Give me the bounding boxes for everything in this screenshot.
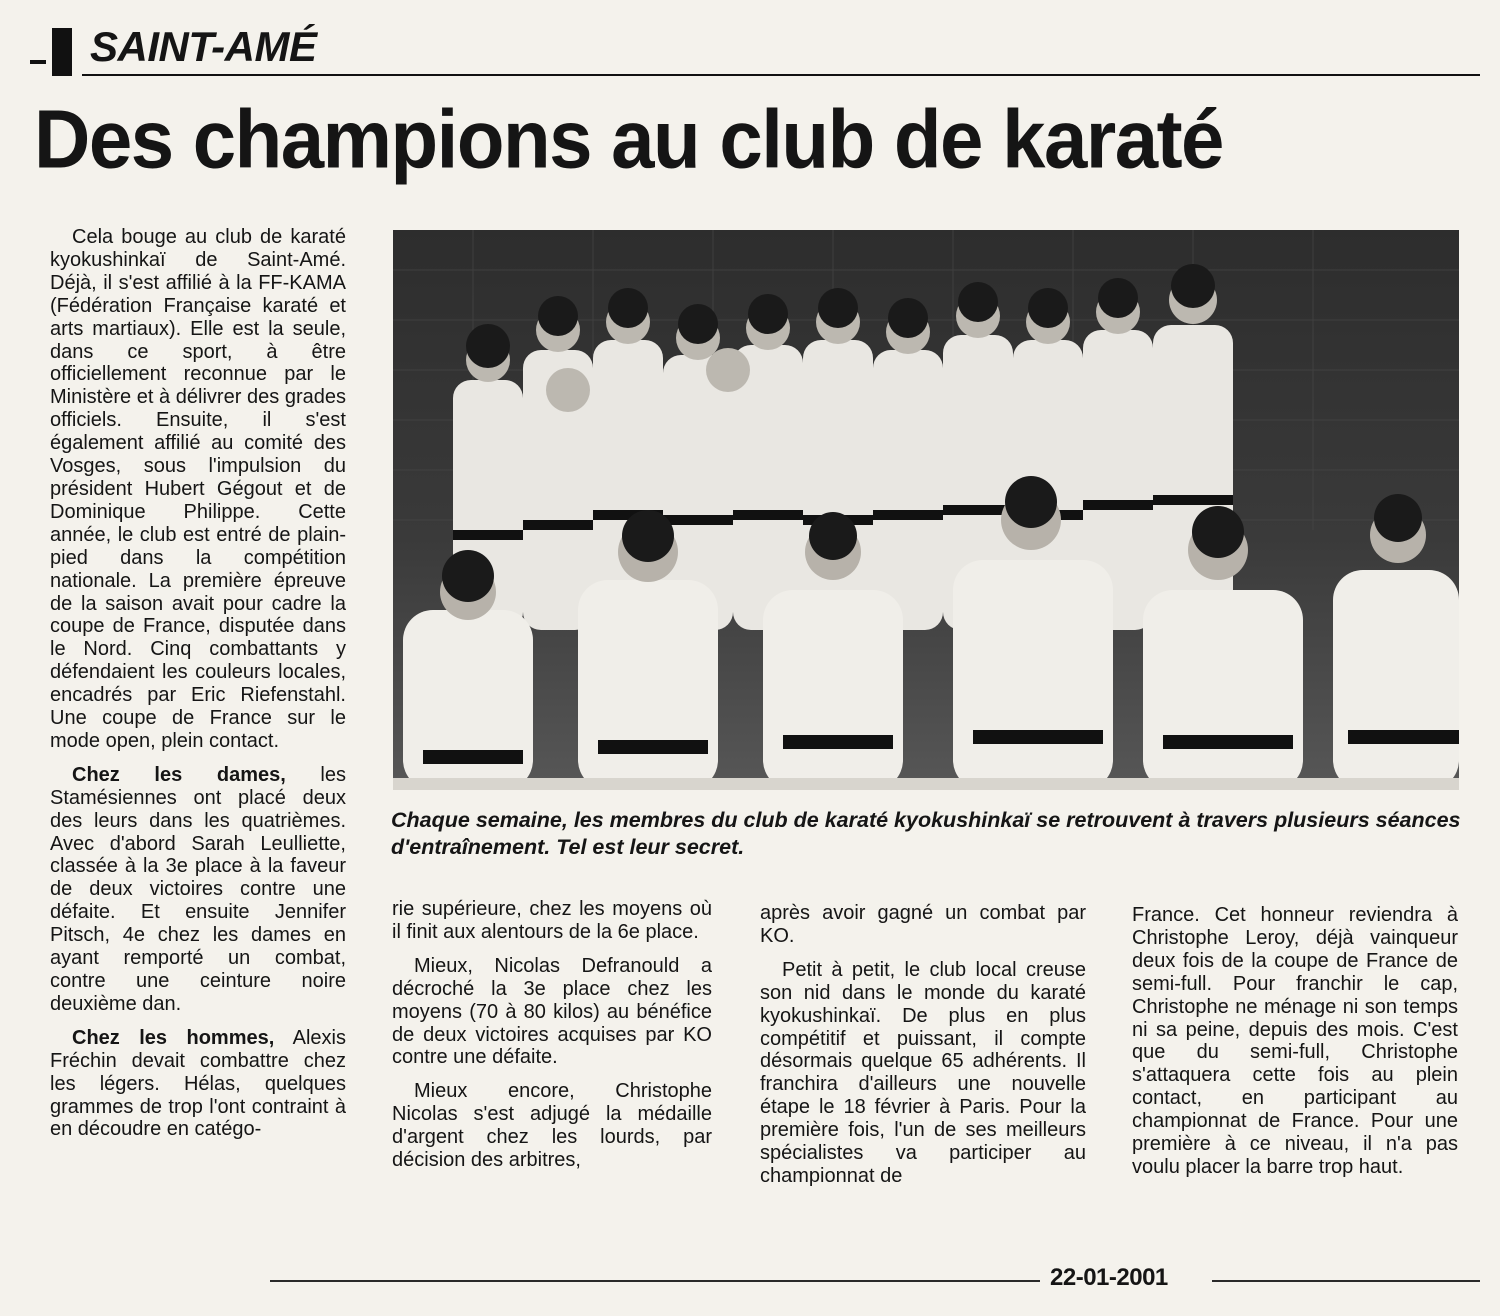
article-column-4: [1132, 904, 1458, 1179]
publication-date: 22-01-2001: [1050, 1264, 1168, 1291]
section-header: [30, 18, 1480, 78]
headline: Des champions au club de karaté: [34, 92, 1223, 186]
footer-rule-left: [270, 1280, 1040, 1282]
article-paragraph: Petit à petit, le club local creuse son nid dans le monde du karaté kyokushinkaï. De plus en plus compétitif et puissant, il compte désormais quelque 65 adhérents. Il franchira d'ailleurs une nouvelle étape le 18 février à Paris. Pour la première fois, l'un de ses meilleurs spécialistes va participer au championnat de: [760, 958, 1086, 1187]
article-column-1: [50, 226, 346, 1141]
article-column-3: [760, 902, 1086, 1188]
photo-caption: Chaque semaine, les membres du club de karaté kyokushinkaï se retrouvent à travers plusieurs séances d'entraînement. Tel est leur secret.: [391, 808, 1461, 859]
section-marker: [52, 28, 72, 76]
team-photo: [393, 230, 1459, 790]
article-paragraph: Chez les hommes, Alexis Fréchin devait combattre chez les légers. Hélas, quelques grammes de trop l'ont contraint à en découdre en catégo-: [50, 1026, 346, 1141]
article-paragraph: Chez les dames, les Stamésiennes ont placé deux des leurs dans les quatrièmes. Avec d'abord Sarah Leulliette, classée à la 3e place à la faveur de deux victoires contre une défaite. Et ensuite Jennifer Pitsch, 4e chez les dames en ayant remporté un combat, contre une ceinture noire deuxième dan.: [50, 763, 347, 1015]
team-photo-illustration: [393, 230, 1459, 790]
article-paragraph: Cela bouge au club de karaté kyokushinkaï de Saint-Amé. Déjà, il s'est affilié à la FF-KAMA (Fédération Française karaté et arts martiaux). Elle est la seule, dans ce sport, à être officiellement reconnue par le Ministère et à délivrer des grades officiels. Ensuite, il s'est également affilié au comité des Vosges, sous l'impulsion du président Hubert Gégout et de Dominique Philippe. Cette année, le club est entré de plain-pied dans la compétition nationale. La première épreuve de la saison avait pour cadre la coupe de France, disputée dans le Nord. Cinq combattants y défendaient les couleurs locales, encadrés par Eric Riefenstahl. Une coupe de France sur le mode open, plein contact.: [50, 226, 346, 752]
article-paragraph: Mieux encore, Christophe Nicolas s'est adjugé la médaille d'argent chez les lourds, par décision des arbitres,: [392, 1080, 712, 1172]
section-rule: [82, 74, 1480, 76]
section-dash: [30, 60, 46, 64]
article-paragraph: France. Cet honneur reviendra à Christophe Leroy, déjà vainqueur deux fois de la coupe de France de semi-full. Pour franchir le cap, Christophe ne ménage ni son temps ni sa peine, depuis des mois. C'est que du semi-full, Christophe s'attaquera cette fois au plein contact, en participant au championnat de France. Pour une première à ce niveau, il n'a pas voulu placer la barre trop haut.: [1132, 904, 1458, 1178]
article-column-2: [392, 898, 712, 1172]
article-paragraph: après avoir gagné un combat par KO.: [760, 902, 1086, 947]
paragraph-lead: Chez les hommes,: [72, 1026, 275, 1049]
section-name: SAINT-AMÉ: [90, 23, 317, 70]
footer-rule-right: [1212, 1280, 1480, 1282]
article-paragraph: Mieux, Nicolas Defranould a décroché la 3e place chez les moyens (70 à 80 kilos) au bénéfice de deux victoires acquises par KO contre une défaite.: [392, 954, 712, 1069]
article-paragraph: rie supérieure, chez les moyens où il finit aux alentours de la 6e place.: [392, 898, 712, 943]
paragraph-lead: Chez les dames,: [72, 763, 286, 786]
